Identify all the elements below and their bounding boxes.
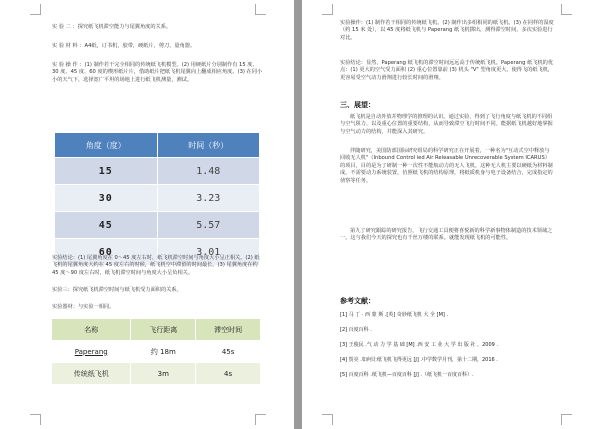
- time-cell: 3.23: [157, 185, 260, 212]
- airtime-cell: 45s: [196, 341, 261, 363]
- time-cell: 3.01: [157, 239, 260, 266]
- distance-cell: 约 18m: [131, 341, 196, 363]
- paper-plane-comparison-table: [51, 318, 261, 385]
- outlook-paragraph: 纸飞机是自动外放并物理学的推理的认识。通过实验，得到了飞行角度与纸飞机的不同组与空气阻力、以及重心位置的重要结构，从而导致滞空飞行时间不同。能据纸飞机越好地掌握与空气动力的结构，并能深入其研究。: [340, 114, 553, 135]
- table-header-time: 时间（秒）: [157, 133, 260, 158]
- left-document-page: [0, 0, 294, 429]
- table-header-angle: 角度（度）: [55, 133, 158, 158]
- margin-corner-mark: [561, 4, 572, 15]
- exp3-steps: 实验操作：(1) 制作若干相同的传统纸飞机。(2) 制作出多组相同的纸飞机。(3) 在同样的湿度（约 15 米 处），以 45 度将纸飞机与 Paperang 纸飞机掷出，测得滞空时间，多次实验进行对比。: [340, 20, 554, 41]
- table-header-name: 名称: [52, 319, 131, 341]
- margin-corner-mark: [255, 4, 266, 15]
- table-header-airtime: 滞空时间: [196, 319, 261, 341]
- angle-cell: 45: [55, 212, 158, 239]
- right-document-page: [302, 0, 592, 429]
- angle-time-table: [54, 132, 260, 266]
- exp2-steps: 实 验 操 作 ：(1) 制作若干完全相同的传统纸飞机模型。(2) 用硬纸片分别制作有 15 度、30 度、45 度、60 度的楔形纸片片，借助纸片把纸飞机尾翼向上翻成相应角度。(3) 在同小小的天气下，选择宽广平坦的场地上进行纸飞机测量，测试。: [52, 62, 263, 83]
- table-row: [55, 212, 260, 239]
- margin-corner-mark: [30, 4, 41, 15]
- margin-corner-mark: [561, 414, 572, 425]
- table-header-distance: 飞行距离: [131, 319, 196, 341]
- airtime-cell: 4s: [196, 363, 261, 385]
- exp2-conclusion: 实验结论：(1) 尾翼角度在 0～45 度左右时，纸飞机滞空时间与角度大小呈正相关。(2) 纸飞机的尾翼角度大约在 45 度左右的时候，纸飞机空中滞留的时间最长。(3) 尾翼角度在约 45 度～90 度左右时，纸飞机滞空时间与角度大小呈负相关。: [52, 255, 260, 276]
- table-row: [55, 158, 260, 185]
- outlook-paragraph: 伴随研究，美国防部国际研究组局的科学研究正在开展着，一种名为"互动式空中释放与回收无人机"（Inbound Control led Air Releasable Unrecoverable System ICARUS）的项目，目的是为了研制一种一次性不能航动力的无人飞机。这种无人机主要以硬纸为材料制成，不需要动力系统装置，仿照纸飞机的结构原理，将纸质机身与电子设备结合，完成指定的侦察等任务。: [340, 148, 553, 184]
- reference-item: [5] 百度百科 .纸飞机—百度百科 [J] .（纸飞机一百度百科）.: [340, 372, 474, 378]
- name-cell: Paperang: [52, 341, 131, 363]
- section-title-outlook: 三、展望：: [340, 101, 375, 109]
- exp3-conclusion: 实验结论：显然，Paperang 纸飞机的滞空时间远远高于传统纸飞机。Paperang 纸飞机的优点：(1) 更大的空气受力面积 (2) 重心位置靠前 (3) 机头 "V" 型角度更大，使得飞的纸飞机，更容易受空气动力滑翔进行较长时间的滑翔。: [340, 60, 554, 81]
- table-row: [52, 341, 261, 363]
- name-cell: 传统纸飞机: [52, 363, 131, 385]
- time-cell: 5.57: [157, 212, 260, 239]
- margin-corner-mark: [322, 4, 333, 15]
- table-row: [55, 185, 260, 212]
- outlook-paragraph: 第九了研究跟踪的研究报告，飞行交通工具便将喜悦新的科学新事物体制造的技术领域之一。这与我们今天的探究也有千丝万缕的联系。就能发现纸飞机的可能性。: [340, 228, 553, 242]
- exp3-title: 实验三：探究纸飞机滞空时间与纸飞机受力面积的关系。: [52, 287, 182, 293]
- angle-cell: 30: [55, 185, 158, 212]
- page-gap: [294, 0, 302, 429]
- exp2-title: 实 验 二 ：探究纸飞机滞空能力与尾翼角度的关系。: [52, 24, 172, 30]
- exp2-materials: 实 验 材 料 ：A4纸，订书机，胶带，硬纸片，剪刀，量角器。: [52, 43, 196, 49]
- distance-cell: 3m: [131, 363, 196, 385]
- margin-corner-mark: [322, 414, 333, 425]
- references-title: 参考文献：: [340, 297, 375, 305]
- reference-item: [4] 贺亮 .如何让纸飞机飞得更远 [J] .中学数学月刊，第十二期，2016 .: [340, 357, 498, 363]
- reference-item: [3] 王俊民 .气 动 力 学 基 础 [M] .西 安 工 业 大 学 出 版 社 ，2009 .: [340, 342, 498, 348]
- reference-item: [2] 百度百科 .: [340, 327, 372, 333]
- margin-corner-mark: [30, 414, 41, 425]
- margin-corner-mark: [255, 414, 266, 425]
- table-row: [52, 363, 261, 385]
- angle-cell: 15: [55, 158, 158, 185]
- angle-cell: 60: [55, 239, 158, 266]
- reference-item: [1] 马 丁 · 西 蒙 斯 .[英] 奇妙纸飞机 大 全 [M] .: [340, 312, 449, 318]
- exp3-materials: 实验器材：与实验一相同。: [52, 304, 115, 310]
- time-cell: 1.48: [157, 158, 260, 185]
